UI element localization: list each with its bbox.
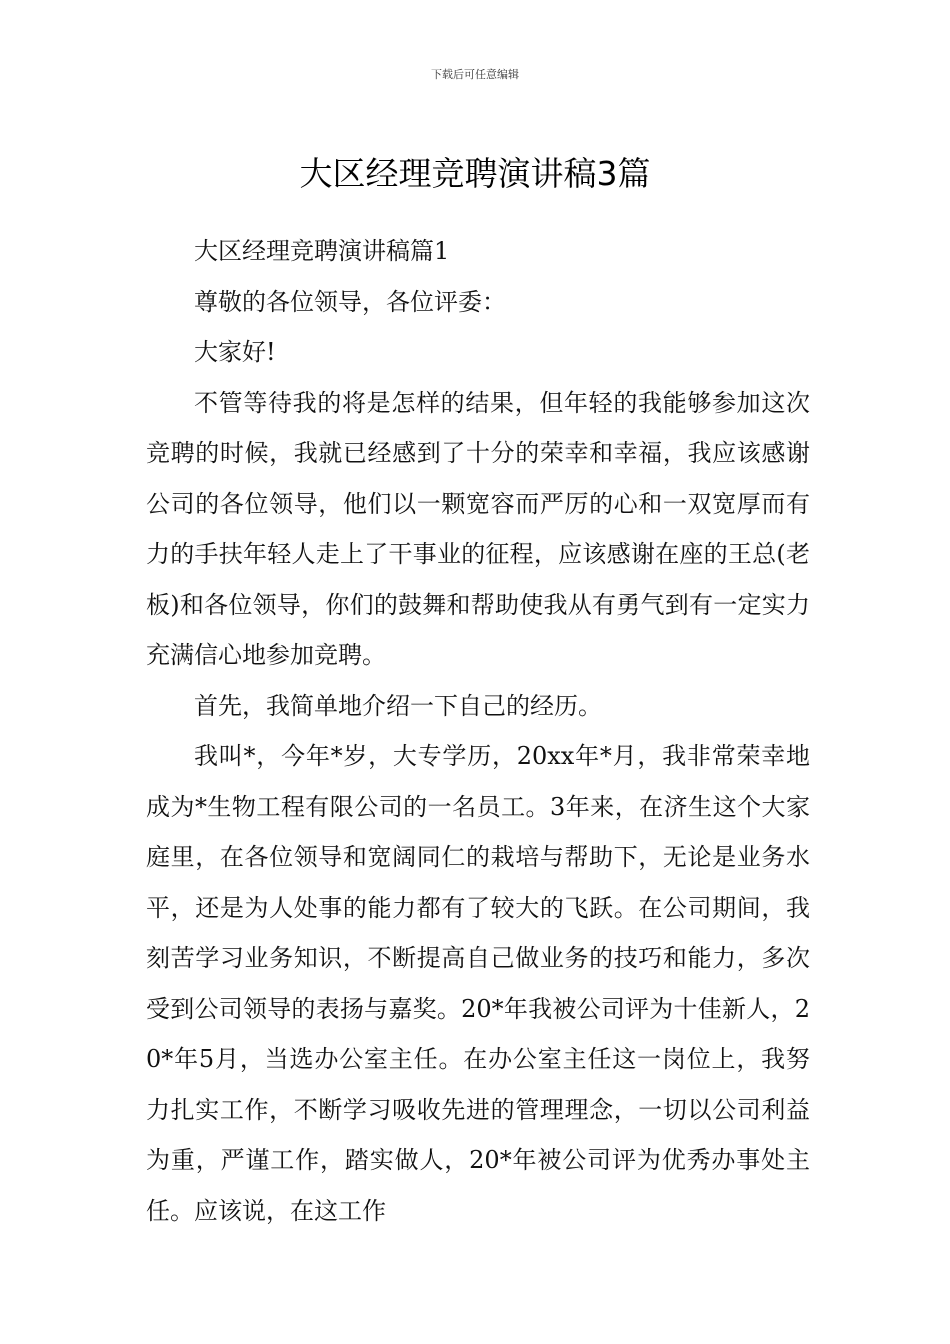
header-note: 下载后可任意编辑 — [431, 68, 519, 81]
document-body — [146, 226, 810, 1236]
section-heading: 大区经理竞聘演讲稿篇1 — [194, 237, 450, 265]
document-title: 大区经理竞聘演讲稿3篇 — [299, 154, 651, 194]
body-paragraph: 我叫*，今年*岁，大专学历，20xx年*月，我非常荣幸地成为*生物工程有限公司的一名员工。3年来，在济生这个大家庭里，在各位领导和宽阔同仁的栽培与帮助下，无论是业务水平，还是为人处事的能力都有了较大的飞跃。在公司期间，我刻苦学习业务知识，不断提高自己做业务的技巧和能力，多次受到公司领导的表扬与嘉奖。20*年我被公司评为十佳新人，20*年5月，当选办公室主任。在办公室主任这一岗位上，我努力扎实工作，不断学习吸收先进的管理理念，一切以公司利益为重，严谨工作，踏实做人，20*年被公司评为优秀办事处主任。应该说，在这工作 — [146, 742, 810, 1225]
salutation: 尊敬的各位领导，各位评委： — [194, 287, 506, 316]
body-paragraph: 首先，我简单地介绍一下自己的经历。 — [194, 691, 602, 720]
body-paragraph: 不管等待我的将是怎样的结果，但年轻的我能够参加这次竞聘的时候，我就已经感到了十分的荣幸和幸福，我应该感谢公司的各位领导，他们以一颗宽容而严厉的心和一双宽厚而有力的手扶年轻人走上了干事业的征程，应该感谢在座的王总(老板)和各位领导，你们的鼓舞和帮助使我从有勇气到有一定实力充满信心地参加竞聘。 — [146, 388, 810, 669]
greeting: 大家好! — [194, 338, 276, 366]
